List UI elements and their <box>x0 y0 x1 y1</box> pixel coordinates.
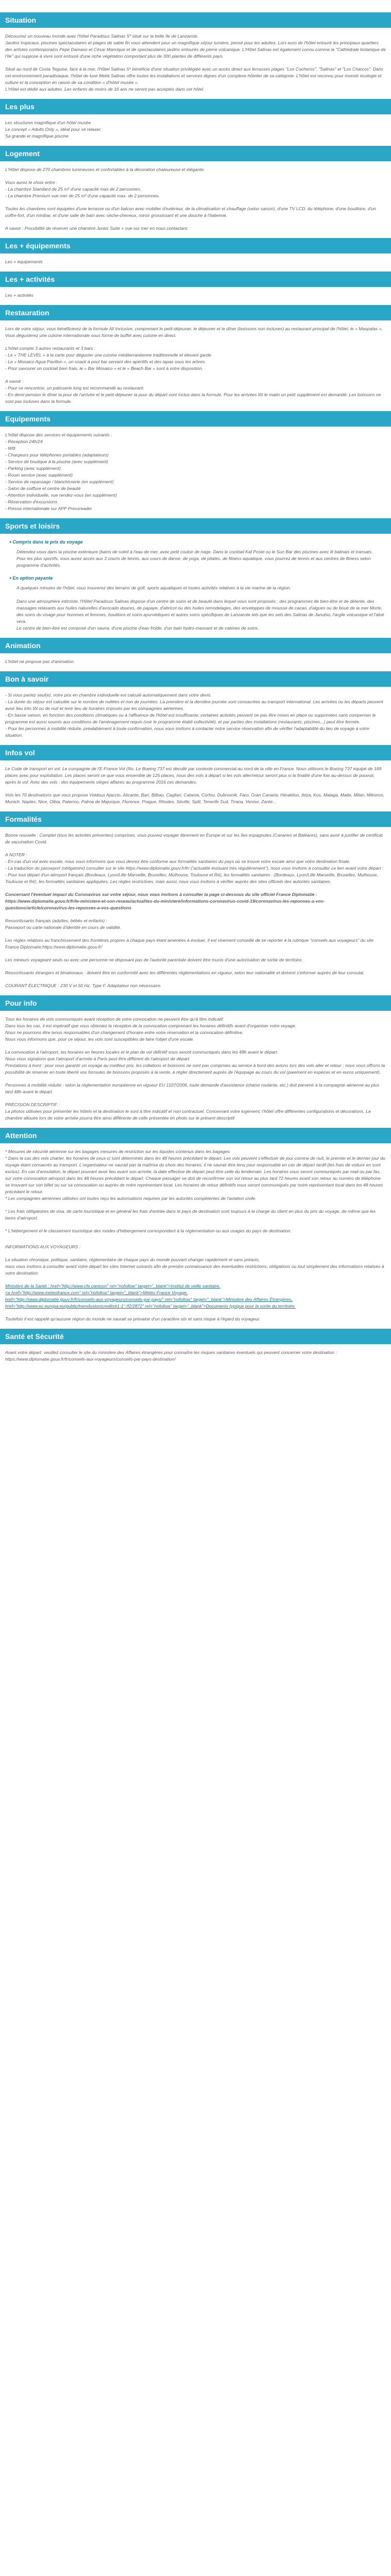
animation-body <box>0 658 391 665</box>
infos-vol-body <box>0 766 391 805</box>
formalites-covid-link[interactable]: Concernant l'éventuel impact du Coronavirus sur votre séjour, nous vous invitons à consulter la page ci-dessous du site officiel France Diplomatie : https://www.diplomatie.gouv.fr/fr/le-ministere-et-son-reseau/actualites-du-ministere/informations-coronavirus-covid-19/coronavirus-les-reponses-a-vos-questions/article/coronavirus-les-reponses-a-vos-questions <box>5 892 325 910</box>
restauration-paragraph: A savoir : - Pour se rencontrer, un patisserie long est recommandé au restaurant. - En demi-pension le dîner la pour de l'arrivée et le petit-déjeuner la pour du départ sont inclus dans la formule. Pour les arrivées tôt le matin un petit supplément est demandé. Les boissons ne sont pas incluses dans la formule. <box>5 379 381 404</box>
formalites-paragraph: Ressortissants étrangers et binationaux : doivent être en conformité avec les différentes réglementations en vigueur, selon leur nationalité et doivent s'informer auprès de leur consulat. <box>5 970 365 975</box>
formalites-paragraph: A NOTER : - En cas d'un vol avec escale, nous vous informons que vous devrez être conforme aux formalités sanitaires du pays où se trouve votre escale ainsi que votre destination finale. - La traduction du passeport (obligatoire) consulter sur le site https://www.diplomatie.gouv.fr/fr/ ("actualité évoluant très régulièrement"), nous vous invitons à consulter ce lien avant votre départ : - Pour tout départ d'un aéroport français (Bordeaux, Lyon/Lille Marseille, Bruxelles, Mulhouse, Toulouse et Ré), les formalités sanitaires : (Bordeaux, Lyon/Lille Marseille, Bruxelles, Mulhouse, Toulouse et Ré), les formalités sanitaires appliquées. Les règles restrictives, mais aussi, nous vous invitons à vérifier auprès des sites officiels des autorités sanitaires. <box>5 852 384 884</box>
restauration-paragraph: Lors de votre séjour, vous bénéficierez de la formule All Inclusive, comprenant le petit-déjeuner, le déjeuner et le dîner (boissons non incluses) au restaurant principal de l'hôtel, le « Maspalas », Vous dégusterez une cuisine internationale sous forme de buffet avec cuisine en direct. <box>5 326 383 338</box>
plus-body <box>0 120 391 140</box>
sports-optional-text: A quelques minutes de l'hôtel, vous trouverez des terrains de golf, sports aquatiques et toutes activités relatives à la vie marine de la région. Dans une atmosphère intimiste, l'Hôtel Paradisus Salinas dispose d'un centre de soins et de beauté dans lequel vous sont proposés : des programmes de bien-être et de détente, des massages relaxants aux huiles naturelles d'avocado douces, de papaye, d'abricot ou des huiles remodelages, des enveloppes de mousse de cacao, d'algues ou de boue de la mer Morte, des soins du visage pour hommes et femmes, bouillons et soins ayurvédiques et autres soins spécifiques de Lanzarote tels que les sels des Salinas de Janubio, l'argile volcanique et l'aloé vera. Le centre de bien-être est composé d'un sauna, d'une piscine d'eau froide, d'un bain hydro-massant et de cabines de soins. <box>17 585 384 631</box>
situation-paragraph: Découvrez un nouveau monde avec l'hôtel Paradisus Salinas 5* situé sur la belle île de Lanzarote. Jardins tropicaux, piscines spectaculaires et plages de sable fin vous attendent pour un magnifique séjour lumière, pensé pour les adultes. Lors euro de l'hôtel entouré les principaux quartiers des artistes contemporains Pepe Damaso et César Manrique et de spectaculaires jardins entourés de pierre volcanique. L'Hôtel Salinas est également connu comme la "Cathédrale botanique de l'île" qui suppose à vivre sont entouré d'une riche végétation comportant plus de 300 plantes de différents pays. <box>5 33 386 59</box>
infos-vol-paragraph: Vols les 70 destinations que vous propose Voldoux Ajaccio, Alicante, Bari, Bilbao, Cagliari, Catania, Corfou, Dubrovnik, Faro, Gran Canaria, Héraklion, Ibiza, Kos, Malaga, Malte, Milan, Mikonos, Munich, Naples, Nice, Olbia, Palermo, Palma de Majorque, Florence, Prague, Rhodes, Séville, Split, Tenerife Sud, Tirana, Venise, Zante... <box>5 792 385 804</box>
logement-body <box>0 166 391 232</box>
sports-optional-heading: ● En option payante <box>9 575 386 582</box>
situation-paragraph: Situé au nord de Costa Teguise, face à la mer, l'Hôtel Salinas 5* bénéficie d'une situation privilégiée avec un accès direct aux terrasses plages "Los Cocheros", "Salinas" et "Los Charcos". Dans cet environnement paradisiaque, l'hôtel de luxe Meliá Salinas offre toutes les installations et services dignes d'un complexe hôtelier de sa catégorie. L'hôtel est reconnu pour investir écologie et culture et la conception en raison de sa condition « d'hôtel musée ». L'Hôtel est dédié aux adultes. Les enfants de moins de 16 ans ne seront pas acceptés dans cet hôtel. <box>5 66 384 92</box>
section-header-situation: Situation <box>0 12 391 28</box>
section-header-equipements: Les + équipements <box>0 238 391 253</box>
section-header-equipements-list: Equipements <box>0 411 391 427</box>
attention-body <box>0 1148 391 1323</box>
section-header-infos-vol: Infos vol <box>0 745 391 760</box>
section-header-activites: Les + activités <box>0 272 391 287</box>
pour-info-paragraph: Personnes à mobilité réduite : selon la réglementation européenne en vigueur EU 1107/2006, toute demande d'assistance (chaise roulante, etc.) doit parvenir à la compagnie aérienne au plus tard 48h avant le départ. <box>5 1082 380 1094</box>
equipements-list-body <box>0 432 391 512</box>
logement-paragraph: L'Hôtel dispose de 270 chambres lumineuses et confortables à la décoration chaleureuse et élégante. <box>5 167 205 172</box>
bon-a-savoir-paragraph: - Si vous partez seul(e), votre prix en chambre individuelle est calculé automatiquement dans votre devis. - La durée du séjour est calculée sur le nombre de nuitées et non de journées. La première et la dernière journée sont consacrées au transport international. Les arrivées ou les départs peuvent avoir lieu très tôt ou de nuit et tenir lieu de horaires imposés par les compagnies aériennes. - En basse saison, en fonction des conditions climatiques ou à l'affluence de l'hôtel est insuffisante, certaines activités peuvent ne pas être mises en place ou supprimées sans compenser le programme est aussi soumis aux conditions de l'aménagement requis (voir le programme établi collectivité), et par parties des installations (restaurants, piscines...) peut être fermée. - Pour les personnes à mobilité réduite, préalablement à toute confirmation, nous vous invitons à contacter notre service réservation afin de vérifier l'adaptabilité du lieu de voyage à votre situation. <box>5 692 383 738</box>
sante-body <box>0 1349 391 1363</box>
sports-included-text: Détendez-vous dans la piscine extérieure (bains de soleil à l'eau de mer, avec petit couloir de nage. Dans le cocktail Kaf Poste ou le Sun Bar des piscines avec lit balinais et transats. Pour les plus sportifs, vous aurez accès aux 3 courts de tennis, aux cours de danse, de yoga, de pilates, de fitness aquatique, vous pourrez de tennis et aux centres de fitness selon programme d'activités. <box>17 549 373 568</box>
logement-paragraph: Toutes les chambres sont équipées d'une terrasse ou d'un balcon avec mobilier d'extérieur, de la climatisation et chauffage (selon saison), d'une TV LCD, du téléphone, d'une bouilloire, d'un coffre-fort, d'un minibar, et d'une salle de bain avec sèche-cheveux, miroir grossissant et une douche à l'italienne. <box>5 206 376 218</box>
equipements-text: Les + équipements <box>5 259 43 264</box>
infos-voyageurs-paragraph: Toutefois il est rappelé qu'aucune région du monde ne saurait se prévaloir d'un caractère sûr et sans risque à l'égard du voyageur. <box>5 1316 260 1321</box>
restauration-body <box>0 326 391 405</box>
formalites-paragraph: Bonne nouvelle : Complet (tous les activités présentes) comprises, vous pouvez voyager librement en Europe et sur les îles espagnoles (Canaries et Baléares), sans avoir à justifier de certificat de vaccination Covid. <box>5 833 383 844</box>
activites-body <box>0 292 391 299</box>
activites-text: Les + activités <box>5 293 34 298</box>
bon-a-savoir-body <box>0 692 391 739</box>
infos-voyageurs-paragraph: La situation chronique, politique, sanitaire, réglementaire de chaque pays du monde pouvant changer rapidement et sans préavis, nous vous invitons à consulter avant votre départ les sites Internet suivants afin de prendre connaissance des éventuelles restrictions, obligations ou tout simplement des informations relatives à votre destination. <box>5 1257 384 1276</box>
section-header-restauration: Restauration <box>0 305 391 320</box>
pour-info-body <box>0 1016 391 1122</box>
sports-included-heading: ● Compris dans le prix du voyage <box>9 539 386 546</box>
section-header-plus: Les plus <box>0 99 391 114</box>
logement-paragraph: Vous aurez le choix entre : - La chambre Standard de 25 m² d'une capacité max de 2 personnes. - La chambre Premium vue mer de 25 m² d'une capacité max. de 2 personnes. <box>5 180 160 198</box>
sports-body <box>0 539 391 632</box>
plus-list: Les structures magnifique d'un hôtel musée Le concept « Adults Only », idéal pour se relaxer Sa grande et magnifique piscine <box>5 120 101 139</box>
section-header-formalites: Formalités <box>0 811 391 827</box>
attention-paragraph: * L'hébergement et le classement touristique des modes d'hébergement correspondent à la réglementation ou aux usages du pays de destination. <box>5 1228 292 1233</box>
logement-paragraph: A savoir : Possibilité de réserver une chambre Junior Suite + vue sur mer en nous contactant. <box>5 226 189 231</box>
section-header-attention: Attention <box>0 1128 391 1143</box>
sante-text: Avant votre départ, veuillez consulter le site du ministère des Affaires étrangères pour connaître les risques sanitaires éventuels qui peuvent concerner votre destination : https://www.diplomatie.gouv.fr/fr/conseils-aux-voyageurs/conseils-par-pays-destination/ <box>5 1350 337 1362</box>
section-header-sports: Sports et loisirs <box>0 518 391 534</box>
formalites-paragraph: Ressortissants français (adultes, bébés et enfants) : Passeport ou carte nationale d'identité en cours de validité. <box>5 918 121 930</box>
equipements-body <box>0 259 391 265</box>
section-header-sante: Santé et Sécurité <box>0 1329 391 1344</box>
animation-text: L'hôtel ne propose pas d'animation. <box>5 659 75 664</box>
pour-info-paragraph: La convocation à l'aéroport, les horaires en heures locales et le plan de vol définitif vous seront communiqués dans les 48h avant le départ. Nous vous signalons que l'aéroport d'arrivée à Paris peut être différent de l'aéroport de départ. Prestations à bord : pour vous garantir un voyage au meilleur prix, les collations et boissons ne sont pas comprises au service à bord des avions lors des vols aller et retour ; nous vous offrons la possibilité de réserver en toute liberté vos formules de boissons proposés à la vente, à régler directement auprès de l'équipage au cours du vol (paiement en espèces et en euros uniquement). <box>5 1049 385 1075</box>
infos-voyageurs-heading: INFORMATIONS AUX VOYAGEURS : <box>5 1244 81 1249</box>
infos-voyageurs-links[interactable]: Ministère de la Santé : href="http://www.cfe.cantoon" rel="nofollow" target="_blank">Institut de veille sanitaire, <a href="http://www.meteofrance.com" rel="nofollow" target="_blank">Météo-France Voyage, href="http://www.diplomatie.gouv.fr/fr/conseils-aux-voyageurs/conseils-par-pays/" rel="nofollow" target="_blank">Ministère des Affaires Étrangères, href="http://www.ec.europa.eu/public/transfusion/credits#1-1" /f2/2872" rel="nofollow" target="_blank">Documents typique pour la sortie du territoire. <box>5 1283 296 1309</box>
restauration-paragraph: L'hôtel compte 3 autres restaurants et 3 bars : - Le « THE LEVEL » à la carte pour déguster une cuisine méditerranéenne traditionnelle et élevant garde. - Le « Mosaico Agua Pavillon », un snack à pool bar servant des apéritifs et des tapas sous les arbres. - Pour savourer un cocktail bien frais, le « Bar Mosaico » et le « Beach Bar » sont à votre disposition. <box>5 346 213 371</box>
formalites-body <box>0 832 391 989</box>
attention-paragraph: * Les frais obligatoires de visa, de carte touristique et en général les frais d'entrée dans le pays de destination sont toujours à la charge du client en plus du prix du voyage, de même que les taxes d'aéroport. <box>5 1209 376 1221</box>
equipements-list: L'hôtel dispose des services et équipements suivants : - Réception 24h/24 - Wifi - Chargeurs pour téléphones portables (adaptateurs) - Service de boutique à la piscine (avec supplément) - Parking (avec supplément) - Room service (avec supplément) - Service de repassage / blanchisserie (en supplément) - Salon de coiffure et centre de beauté - Attention individuelle, vue rendez-vous (en supplément) - Réservation d'excursions - Presse internationale sur APP Pressreader <box>5 432 117 511</box>
attention-paragraph: * Mesures de sécurité aérienne sur les bagages mesures de restriction sur les liquides contenus dans les bagages. * Dans la cas des vols charter, les horaires de ceux-ci sont déterminés dans les 48 heures précédant le départ. Les vols peuvent s'effectuer de jour comme de nuit, le premier et le dernier jour du voyage étant consacrés au transport. L'organisateur ne saurait pas la maîtrise du choix des horaires, il ne saurait être tenu pour responsable en cas de départ tardif (les frais de voiture en sont exclus). En cas d'annulation, le départ pouvant avoir lieu avant son arrivée, la date effective de départ peut être celle du lendemain. Les horaires vous seront communiqués par mail ou par fax, sur votre convocation aéroport dans les 48 heures précédant le départ. Chaque passager se doit de reconfirmer son vol retour au plus tard 72 heures avant son retour au numéro de téléphone se trouvant sur son billet ou sur sa convocation ou auprès de notre représentant local. Les horaires de retour définitifs vous seront communiqués par notre représentant local dans les 48 heures précédant le retour. * Les compagnies aériennes utilisées ont toutes reçu les autorisations requises par les autorités compétentes de l'aviation civile. <box>5 1149 385 1201</box>
infos-vol-paragraph: Le Code de transport en vol. Le compagnie de l'E-France Vol (No. Le Boeing 737 est décollé par contexte commercial au nord de la ville en France. Nous utilisons le Boeing 737 équipé de 189 places avec pour exploitation. Les places seront ce que vous ensemble de 125 places, nous des vols à départ si les vols aller/retour seront plus si la finalité d'une fois au-dessus de pouvoir, après le vol. Avec des vols : des équipements sièges affaires au programme 2016 ces demandes. <box>5 766 382 785</box>
section-header-logement: Logement <box>0 146 391 161</box>
formalites-paragraph: COURANT ÉLECTRIQUE : 230 V et 50 Hz. Type F. Adaptateur non nécessaire. <box>5 983 162 988</box>
formalites-paragraph: Les règles relatives au franchissement des frontières propres à chaque pays étant amenées à évoluer, il est vivement conseillé de se reporter à la rubrique "conseils aux voyageurs" du site France Diplomatie:https://www.diplomatie.gouv.fr/ <box>5 938 374 950</box>
situation-body <box>0 33 391 93</box>
section-header-bon-a-savoir: Bon à savoir <box>0 671 391 687</box>
pour-info-paragraph: Tous les horaires de vols communiqués avant réception de votre convocation ne peuvent être qu'à titre indicatif. Dans tous les cas, il est impératif que vous obteniez la réception de la convocation comprenant les horaires définitifs avant d'organiser votre voyage. Nous ne pourrions être tenus responsables d'un changement d'horaire entre votre réservation et la convocation définitive. Nous vous informons que, pour ce séjour, les vols sont susceptibles de faire l'objet d'une escale. <box>5 1016 297 1042</box>
section-header-pour-info: Pour info <box>0 995 391 1011</box>
pour-info-paragraph: PRÉCISION DESCRIPTIF : La photos utilisées pour présenter les hôtels et la destination le sont à titre indicatif et non contractuel. Concernant votre logement, l'hôtel offre différentes configurations et décorations. La chambre allouée lors de votre arrivée pourra être ainsi différente de celle présentée en photo sur le présent descriptif. <box>5 1102 371 1121</box>
section-header-animation: Animation <box>0 638 391 653</box>
formalites-paragraph: Les mineurs voyageant seuls ou avec une personne ne disposant pas de l'autorité parentale doivent être munis d'une autorisation de sortie de territoire. <box>5 957 303 962</box>
